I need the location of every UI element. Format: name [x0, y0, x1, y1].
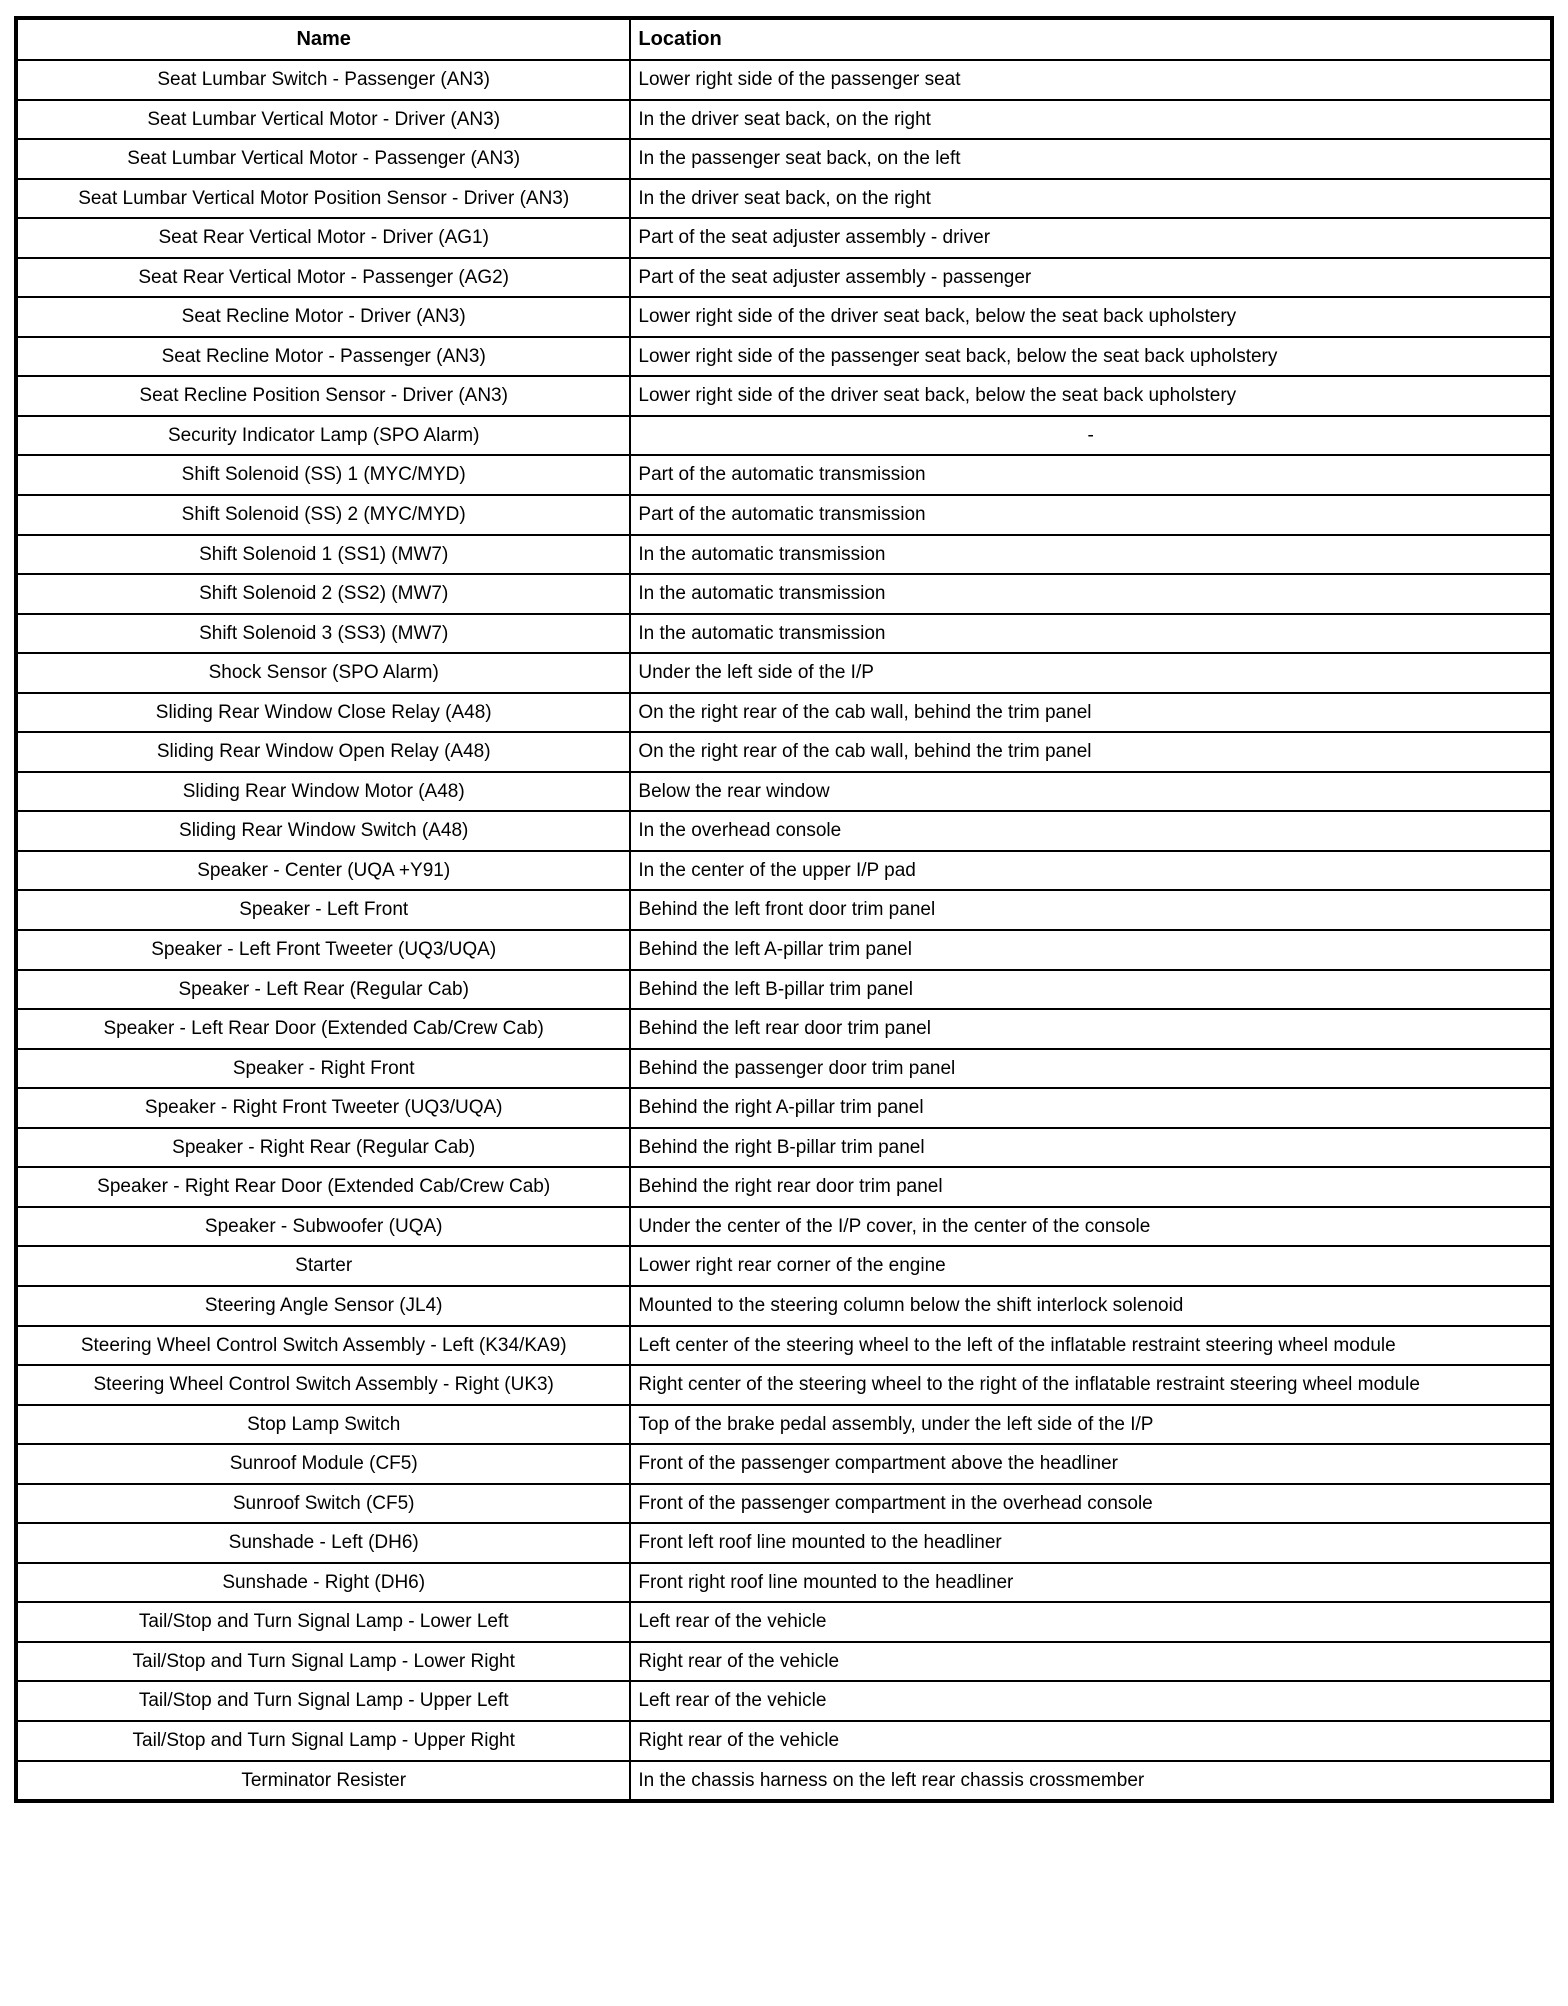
component-location-cell: Part of the automatic transmission [630, 455, 1552, 495]
component-name-cell: Speaker - Right Front [16, 1049, 630, 1089]
component-name-cell: Tail/Stop and Turn Signal Lamp - Lower Left [16, 1602, 630, 1642]
component-location-cell: Part of the seat adjuster assembly - passenger [630, 258, 1552, 298]
component-name-cell: Seat Recline Motor - Driver (AN3) [16, 297, 630, 337]
component-name-cell: Seat Recline Position Sensor - Driver (AN3) [16, 376, 630, 416]
component-name-cell: Seat Lumbar Vertical Motor - Passenger (AN3) [16, 139, 630, 179]
component-name-cell: Tail/Stop and Turn Signal Lamp - Upper Right [16, 1721, 630, 1761]
table-row [16, 1049, 1552, 1089]
component-name-cell: Security Indicator Lamp (SPO Alarm) [16, 416, 630, 456]
component-name-cell: Seat Lumbar Vertical Motor - Driver (AN3) [16, 100, 630, 140]
table-row [16, 930, 1552, 970]
table-row [16, 100, 1552, 140]
component-name-cell: Sunshade - Left (DH6) [16, 1523, 630, 1563]
table-row [16, 455, 1552, 495]
component-name-cell: Sliding Rear Window Switch (A48) [16, 811, 630, 851]
component-name-cell: Terminator Resister [16, 1761, 630, 1802]
table-row [16, 218, 1552, 258]
table-header-row [16, 18, 1552, 60]
component-name-cell: Speaker - Right Rear Door (Extended Cab/Crew Cab) [16, 1167, 630, 1207]
table-row [16, 614, 1552, 654]
component-location-cell: In the center of the upper I/P pad [630, 851, 1552, 891]
component-name-cell: Steering Angle Sensor (JL4) [16, 1286, 630, 1326]
component-location-cell: Front of the passenger compartment in the overhead console [630, 1484, 1552, 1524]
table-row [16, 1484, 1552, 1524]
component-name-cell: Seat Recline Motor - Passenger (AN3) [16, 337, 630, 377]
component-name-cell: Shift Solenoid (SS) 1 (MYC/MYD) [16, 455, 630, 495]
component-location-cell: Behind the right rear door trim panel [630, 1167, 1552, 1207]
component-location-cell: In the automatic transmission [630, 574, 1552, 614]
table-row [16, 60, 1552, 100]
table-row [16, 574, 1552, 614]
component-name-cell: Speaker - Left Front [16, 890, 630, 930]
table-row [16, 1246, 1552, 1286]
component-name-cell: Seat Rear Vertical Motor - Passenger (AG2) [16, 258, 630, 298]
component-location-cell: In the driver seat back, on the right [630, 179, 1552, 219]
component-location-cell: Lower right rear corner of the engine [630, 1246, 1552, 1286]
table-row [16, 811, 1552, 851]
component-location-cell: Left center of the steering wheel to the left of the inflatable restraint steering wheel module [630, 1326, 1552, 1366]
component-name-cell: Speaker - Left Rear (Regular Cab) [16, 970, 630, 1010]
component-name-cell: Starter [16, 1246, 630, 1286]
component-location-cell: Behind the left A-pillar trim panel [630, 930, 1552, 970]
component-location-cell: Front of the passenger compartment above the headliner [630, 1444, 1552, 1484]
table-row [16, 1523, 1552, 1563]
table-row [16, 495, 1552, 535]
component-location-cell: - [630, 416, 1552, 456]
component-name-cell: Speaker - Left Rear Door (Extended Cab/Crew Cab) [16, 1009, 630, 1049]
component-location-cell: Left rear of the vehicle [630, 1602, 1552, 1642]
table-row [16, 416, 1552, 456]
table-row [16, 1721, 1552, 1761]
component-location-cell: Top of the brake pedal assembly, under the left side of the I/P [630, 1405, 1552, 1445]
component-name-cell: Tail/Stop and Turn Signal Lamp - Lower Right [16, 1642, 630, 1682]
component-location-cell: In the chassis harness on the left rear chassis crossmember [630, 1761, 1552, 1802]
component-name-cell: Sunroof Switch (CF5) [16, 1484, 630, 1524]
component-name-cell: Speaker - Left Front Tweeter (UQ3/UQA) [16, 930, 630, 970]
component-location-cell: Left rear of the vehicle [630, 1681, 1552, 1721]
component-location-cell: In the passenger seat back, on the left [630, 139, 1552, 179]
table-row [16, 1009, 1552, 1049]
table-row [16, 1563, 1552, 1603]
component-location-cell: Lower right side of the driver seat back, below the seat back upholstery [630, 376, 1552, 416]
table-row [16, 1602, 1552, 1642]
component-name-cell: Sliding Rear Window Motor (A48) [16, 772, 630, 812]
component-location-cell: Behind the left rear door trim panel [630, 1009, 1552, 1049]
table-row [16, 693, 1552, 733]
component-location-cell: In the automatic transmission [630, 614, 1552, 654]
component-location-cell: Front right roof line mounted to the headliner [630, 1563, 1552, 1603]
component-name-cell: Tail/Stop and Turn Signal Lamp - Upper Left [16, 1681, 630, 1721]
component-name-cell: Shift Solenoid 3 (SS3) (MW7) [16, 614, 630, 654]
component-location-cell: In the driver seat back, on the right [630, 100, 1552, 140]
component-name-cell: Seat Rear Vertical Motor - Driver (AG1) [16, 218, 630, 258]
table-row [16, 772, 1552, 812]
component-name-cell: Shift Solenoid 1 (SS1) (MW7) [16, 535, 630, 575]
table-row [16, 1405, 1552, 1445]
component-location-cell: Lower right side of the passenger seat [630, 60, 1552, 100]
component-location-cell: On the right rear of the cab wall, behind the trim panel [630, 732, 1552, 772]
component-location-cell: Right rear of the vehicle [630, 1642, 1552, 1682]
component-location-cell: Right rear of the vehicle [630, 1721, 1552, 1761]
table-row [16, 890, 1552, 930]
component-name-cell: Sliding Rear Window Open Relay (A48) [16, 732, 630, 772]
component-location-cell: Behind the passenger door trim panel [630, 1049, 1552, 1089]
table-row [16, 376, 1552, 416]
component-name-cell: Sunroof Module (CF5) [16, 1444, 630, 1484]
component-name-cell: Steering Wheel Control Switch Assembly - Left (K34/KA9) [16, 1326, 630, 1366]
component-location-cell: In the automatic transmission [630, 535, 1552, 575]
component-location-cell: Right center of the steering wheel to the right of the inflatable restraint steering wheel module [630, 1365, 1552, 1405]
table-row [16, 1681, 1552, 1721]
table-row [16, 1365, 1552, 1405]
component-location-cell: Part of the seat adjuster assembly - driver [630, 218, 1552, 258]
component-location-cell: Behind the right B-pillar trim panel [630, 1128, 1552, 1168]
component-location-cell: Part of the automatic transmission [630, 495, 1552, 535]
component-location-cell: Lower right side of the driver seat back, below the seat back upholstery [630, 297, 1552, 337]
name-column-header: Name [16, 18, 630, 60]
table-row [16, 179, 1552, 219]
component-name-cell: Stop Lamp Switch [16, 1405, 630, 1445]
table-body [16, 60, 1552, 1801]
table-row [16, 653, 1552, 693]
component-name-cell: Speaker - Right Front Tweeter (UQ3/UQA) [16, 1088, 630, 1128]
table-row [16, 1761, 1552, 1802]
component-name-cell: Shock Sensor (SPO Alarm) [16, 653, 630, 693]
component-name-cell: Sliding Rear Window Close Relay (A48) [16, 693, 630, 733]
component-name-cell: Speaker - Center (UQA +Y91) [16, 851, 630, 891]
component-location-cell: Under the left side of the I/P [630, 653, 1552, 693]
component-location-cell: Lower right side of the passenger seat back, below the seat back upholstery [630, 337, 1552, 377]
component-location-cell: Front left roof line mounted to the headliner [630, 1523, 1552, 1563]
location-column-header: Location [630, 18, 1552, 60]
component-location-cell: Mounted to the steering column below the shift interlock solenoid [630, 1286, 1552, 1326]
table-row [16, 1167, 1552, 1207]
component-location-cell: Under the center of the I/P cover, in the center of the console [630, 1207, 1552, 1247]
component-name-cell: Speaker - Right Rear (Regular Cab) [16, 1128, 630, 1168]
table-row [16, 297, 1552, 337]
table-row [16, 1326, 1552, 1366]
component-location-cell: Below the rear window [630, 772, 1552, 812]
table-row [16, 1286, 1552, 1326]
table-row [16, 337, 1552, 377]
table-row [16, 851, 1552, 891]
table-row [16, 258, 1552, 298]
component-name-cell: Seat Lumbar Switch - Passenger (AN3) [16, 60, 630, 100]
component-location-cell: In the overhead console [630, 811, 1552, 851]
table-row [16, 970, 1552, 1010]
table-row [16, 1444, 1552, 1484]
component-name-cell: Seat Lumbar Vertical Motor Position Sensor - Driver (AN3) [16, 179, 630, 219]
table-row [16, 535, 1552, 575]
table-row [16, 732, 1552, 772]
table-row [16, 1128, 1552, 1168]
table-row [16, 1207, 1552, 1247]
table-row [16, 139, 1552, 179]
table-row [16, 1088, 1552, 1128]
component-location-cell: Behind the left front door trim panel [630, 890, 1552, 930]
component-location-cell: Behind the right A-pillar trim panel [630, 1088, 1552, 1128]
component-location-cell: On the right rear of the cab wall, behind the trim panel [630, 693, 1552, 733]
component-name-cell: Shift Solenoid 2 (SS2) (MW7) [16, 574, 630, 614]
component-location-cell: Behind the left B-pillar trim panel [630, 970, 1552, 1010]
table-row [16, 1642, 1552, 1682]
component-name-cell: Sunshade - Right (DH6) [16, 1563, 630, 1603]
component-name-cell: Speaker - Subwoofer (UQA) [16, 1207, 630, 1247]
component-location-table [14, 16, 1554, 1803]
component-name-cell: Shift Solenoid (SS) 2 (MYC/MYD) [16, 495, 630, 535]
component-name-cell: Steering Wheel Control Switch Assembly - Right (UK3) [16, 1365, 630, 1405]
